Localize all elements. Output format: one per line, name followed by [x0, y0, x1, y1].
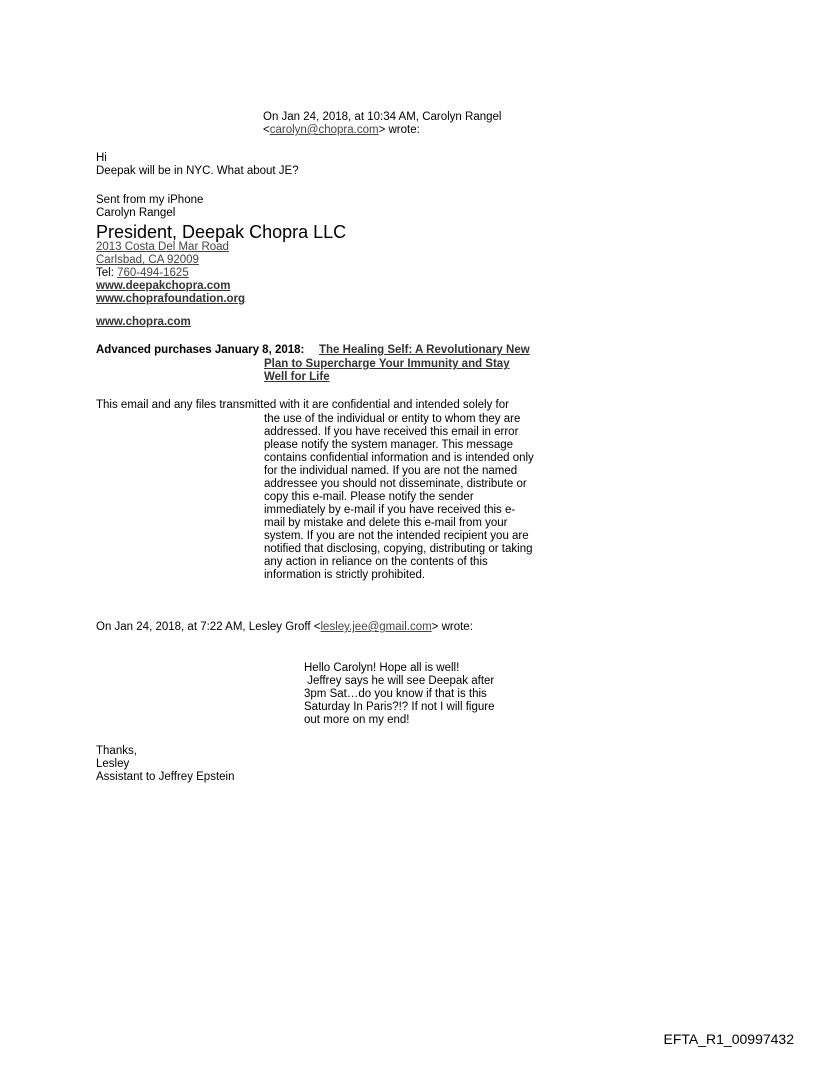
header2-wrote: > wrote:	[431, 621, 473, 633]
closing-block	[96, 745, 235, 784]
header-line-date-sender: On Jan 24, 2018, at 10:34 AM, Carolyn Rangel	[263, 111, 502, 123]
disclaimer-body	[264, 413, 534, 582]
website-chopra[interactable]: www.chopra.com	[96, 316, 191, 328]
message-carolyn	[96, 152, 299, 178]
message-lesley	[304, 662, 494, 727]
header-lt: <	[263, 124, 270, 136]
disclaimer-line: copy this e-mail. Please notify the sender	[264, 491, 474, 503]
disclaimer-line: contains confidential information and is intended only	[264, 452, 534, 464]
header2-prefix: On Jan 24, 2018, at 7:22 AM, Lesley Groff <	[96, 621, 321, 633]
message-line: out more on my end!	[304, 714, 410, 726]
disclaimer-line: any action in reliance on the contents of this	[264, 556, 488, 568]
website-deepakchopra[interactable]: www.deepakchopra.com	[96, 280, 231, 292]
message-line: Jeffrey says he will see Deepak after	[304, 675, 495, 687]
greeting: Hi	[96, 152, 107, 164]
tel-link[interactable]: 760-494-1625	[117, 267, 189, 279]
closing-name: Lesley	[96, 758, 130, 770]
header-wrote: > wrote:	[378, 124, 420, 136]
website-choprafoundation[interactable]: www.choprafoundation.org	[96, 293, 246, 305]
promo-title-rest	[264, 358, 510, 384]
disclaimer-line: please notify the system manager. This message	[264, 439, 514, 451]
sent-from: Sent from my iPhone	[96, 194, 204, 206]
quote-header-lesley	[96, 621, 473, 634]
disclaimer-line: mail by mistake and delete this e-mail from your	[264, 517, 508, 529]
address-line-2[interactable]: Carlsbad, CA 92009	[96, 254, 199, 266]
promo-book-link-line-1[interactable]: The Healing Self: A Revolutionary New	[319, 344, 530, 356]
closing-role: Assistant to Jeffrey Epstein	[96, 771, 235, 783]
disclaimer-first-line: This email and any files transmitted with it are confidential and intended solely for	[96, 399, 509, 411]
message-line: Hello Carolyn! Hope all is well!	[304, 662, 460, 674]
closing-thanks: Thanks,	[96, 745, 137, 757]
disclaimer-line: information is strictly prohibited.	[264, 569, 426, 581]
sent-block	[96, 194, 203, 220]
lesley-email-link[interactable]: lesley.jee@gmail.com	[320, 621, 432, 633]
message-line: Saturday In Paris?!? If not I will figure	[304, 701, 495, 713]
tel-label: Tel:	[96, 267, 118, 279]
message-body: Deepak will be in NYC. What about JE?	[96, 165, 299, 177]
message-line: 3pm Sat…do you know if that is this	[304, 688, 487, 700]
promo-book-link-line-3[interactable]: Well for Life	[264, 371, 330, 383]
address-line-1[interactable]: 2013 Costa Del Mar Road	[96, 241, 229, 253]
promo-book-link-line-2[interactable]: Plan to Supercharge Your Immunity and Stay	[264, 358, 510, 370]
signature-contact	[96, 241, 245, 306]
disclaimer-line: the use of the individual or entity to whom they are	[264, 413, 521, 425]
disclaimer-line: system. If you are not the intended recipient you are	[264, 530, 529, 542]
disclaimer-line: addressee you should not disseminate, distribute or	[264, 478, 527, 490]
promo-title-line-1-wrap	[319, 344, 530, 357]
sender-name: Carolyn Rangel	[96, 207, 176, 219]
disclaimer-line: immediately by e-mail if you have received this e-	[264, 504, 516, 516]
disclaimer-line: addressed. If you have received this email in error	[264, 426, 519, 438]
disclaimer-line: for the individual named. If you are not the named	[264, 465, 518, 477]
disclaimer-line: notified that disclosing, copying, distributing or taking	[264, 543, 533, 555]
header-line-email	[263, 124, 501, 137]
document-id: EFTA_R1_00997432	[663, 1031, 794, 1047]
website-chopra-wrap	[96, 316, 191, 329]
promo-label: Advanced purchases January 8, 2018:	[96, 344, 305, 356]
carolyn-email-link[interactable]: carolyn@chopra.com	[269, 124, 379, 136]
quote-header-carolyn	[263, 111, 501, 137]
signature-title: President, Deepak Chopra LLC	[96, 222, 347, 242]
